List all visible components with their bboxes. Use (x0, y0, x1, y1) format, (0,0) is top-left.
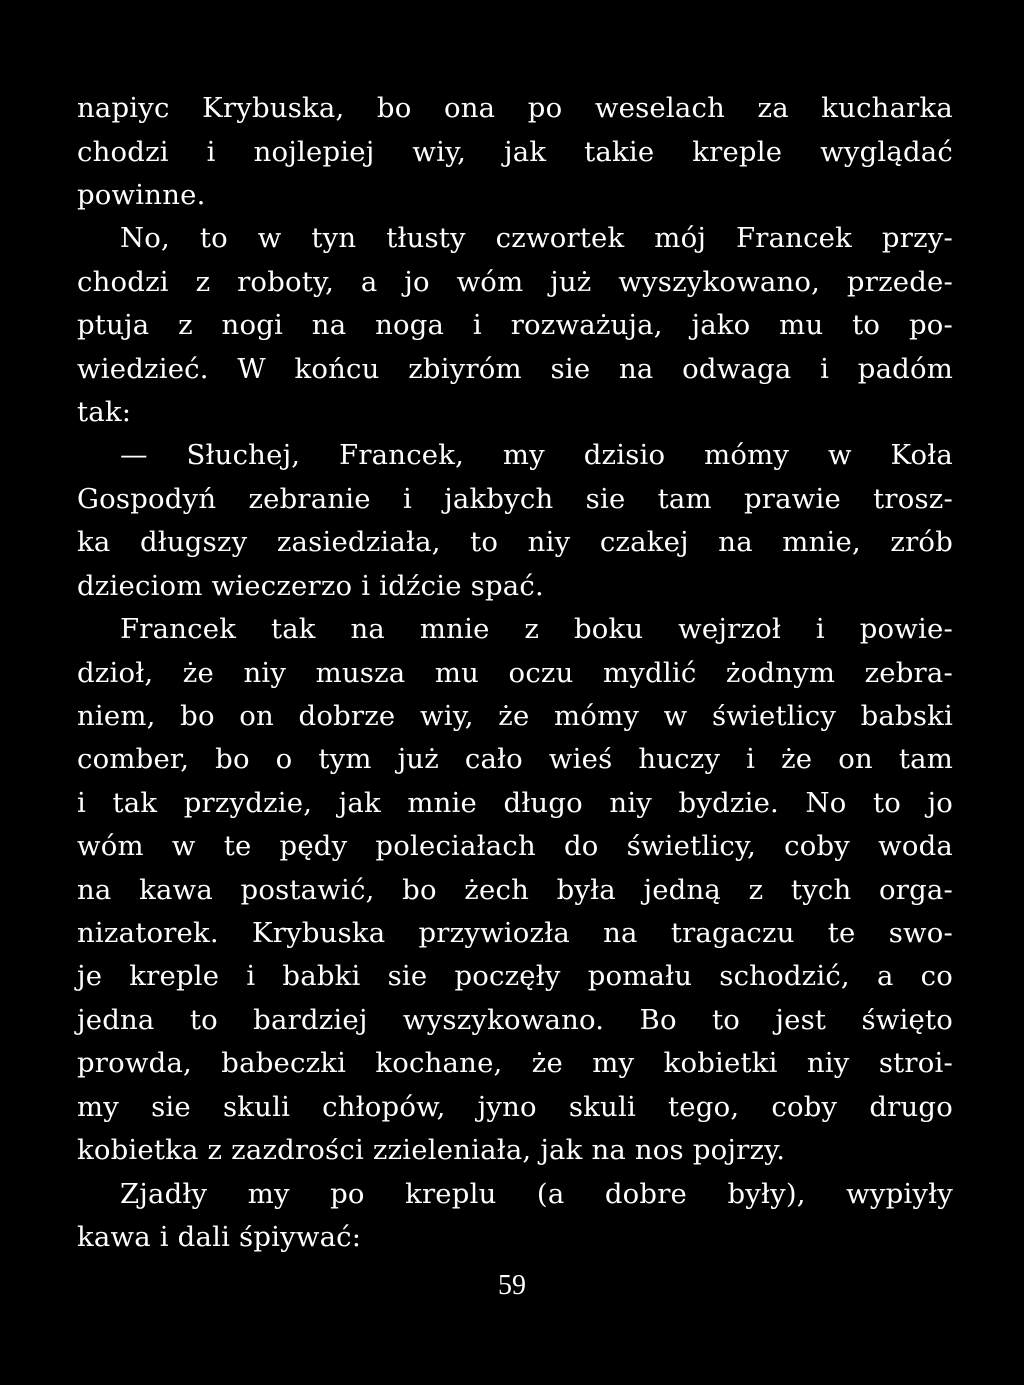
text-line: No, to w tyn tłusty czwortek mój Francek przy- (120, 222, 953, 254)
text-line: niem, bo on dobrze wiy, że mómy w świetlicy babski (77, 700, 953, 732)
text-line: chodzi i nojlepiej wiy, jak takie kreple wyglądać (77, 136, 953, 168)
text-line: kobietka z zazdrości zzieleniała, jak na nos pojrzy. (77, 1134, 786, 1166)
text-line: Gospodyń zebranie i jakbych sie tam prawie trosz- (77, 483, 953, 515)
text-line: wóm w te pędy poleciałach do świetlicy, coby woda (77, 830, 953, 862)
text-line: powinne. (77, 179, 206, 211)
text-line: dzieciom wieczerzo i idźcie spać. (77, 570, 544, 602)
text-line: wiedzieć. W końcu zbiyróm sie na odwaga i padóm (77, 353, 953, 385)
text-line: tak: (77, 396, 132, 428)
text-line: comber, bo o tym już cało wieś huczy i że on tam (77, 743, 953, 775)
text-line: kawa i dali śpiywać: (77, 1221, 362, 1253)
text-line: jedna to bardziej wyszykowano. Bo to jest święto (77, 1004, 953, 1036)
text-line: prowda, babeczki kochane, że my kobietki niy stroi- (77, 1047, 953, 1079)
text-line: dzioł, że niy musza mu oczu mydlić żodnym zebra- (77, 657, 953, 689)
text-line: my sie skuli chłopów, jyno skuli tego, coby drugo (77, 1091, 953, 1123)
text-line: je kreple i babki sie poczęły pomału schodzić, a co (77, 960, 953, 992)
text-line: Zjadły my po kreplu (a dobre były), wypiyły (120, 1178, 953, 1210)
text-line: chodzi z roboty, a jo wóm już wyszykowano, przede- (77, 266, 953, 298)
text-line: — Słuchej, Francek, my dzisio mómy w Koła (120, 439, 953, 471)
page-number: 59 (498, 1270, 526, 1301)
text-line: ptuja z nogi na noga i rozważuja, jako mu to po- (77, 309, 953, 341)
text-line: napiyc Krybuska, bo ona po weselach za kucharka (77, 92, 953, 124)
text-line: nizatorek. Krybuska przywiozła na tragaczu te swo- (77, 917, 953, 949)
text-line: ka długszy zasiedziała, to niy czakej na mnie, zrób (77, 526, 953, 558)
text-line: na kawa postawić, bo żech była jedną z tych orga- (77, 874, 953, 906)
text-line: Francek tak na mnie z boku wejrzoł i powie- (120, 613, 953, 645)
text-line: i tak przydzie, jak mnie długo niy bydzie. No to jo (77, 787, 953, 819)
